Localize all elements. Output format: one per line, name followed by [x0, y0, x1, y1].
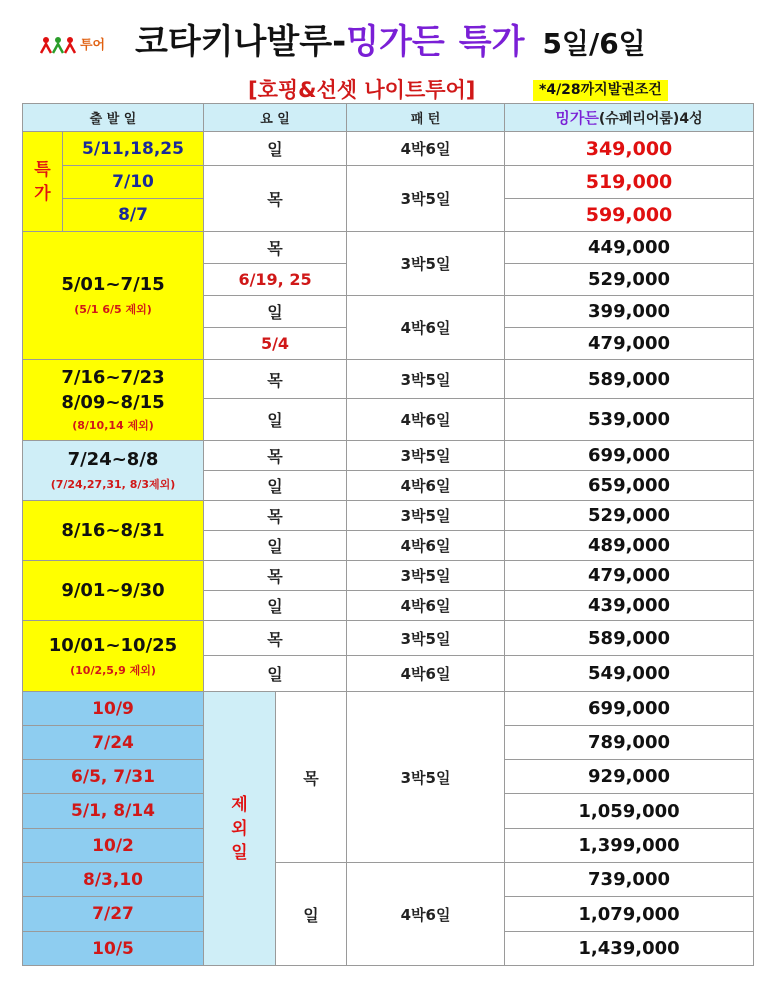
pattern-cell: 4박6일 — [347, 863, 505, 966]
weekday-cell: 5/4 — [204, 328, 347, 360]
table-row — [23, 561, 754, 591]
pattern-cell: 4박6일 — [347, 399, 505, 441]
pattern-cell: 3박5일 — [347, 360, 505, 399]
header-weekday: 요 일 — [204, 104, 347, 132]
page-title — [135, 12, 646, 72]
price-cell: 589,000 — [505, 360, 754, 399]
period-date: 5/01~7/15 — [61, 274, 165, 295]
excluded-date: 8/3,10 — [23, 863, 204, 897]
excluded-date: 6/5, 7/31 — [23, 760, 204, 794]
weekday-cell: 일 — [204, 296, 347, 328]
weekday-cell: 목 — [276, 692, 347, 863]
table-row — [23, 501, 754, 531]
period-cell — [23, 561, 204, 621]
table-row — [23, 232, 754, 264]
table-row — [23, 166, 754, 199]
header-departure: 출 발 일 — [23, 104, 204, 132]
price-cell: 1,079,000 — [505, 897, 754, 932]
weekday-cell: 목 — [204, 360, 347, 399]
special-pattern: 3박5일 — [347, 166, 505, 232]
header-hotel-name: 밍가든 — [555, 109, 599, 127]
logo-text: 투어 — [80, 38, 106, 53]
price-table — [22, 103, 754, 966]
table-row — [23, 863, 754, 897]
table-row — [23, 441, 754, 471]
header-hotel — [505, 104, 754, 132]
pattern-cell: 4박6일 — [347, 471, 505, 501]
pattern-cell: 4박6일 — [347, 656, 505, 692]
header-room-type: (슈페리어룸)4성 — [598, 111, 703, 127]
price-cell: 739,000 — [505, 863, 754, 897]
excluded-date: 7/27 — [23, 897, 204, 932]
price-cell: 1,059,000 — [505, 794, 754, 829]
table-row — [23, 621, 754, 656]
special-date: 7/10 — [63, 166, 204, 199]
pattern-cell: 3박5일 — [347, 501, 505, 531]
pattern-cell: 3박5일 — [347, 232, 505, 296]
weekday-cell: 일 — [204, 591, 347, 621]
price-cell: 699,000 — [505, 441, 754, 471]
price-cell: 439,000 — [505, 591, 754, 621]
price-cell: 699,000 — [505, 692, 754, 726]
weekday-cell: 일 — [276, 863, 347, 966]
pattern-cell: 3박5일 — [347, 621, 505, 656]
ticketing-notice: *4/28까지발권조건 — [533, 80, 668, 101]
price-cell: 1,439,000 — [505, 932, 754, 966]
period-date: 10/01~10/25 — [48, 634, 178, 656]
period-exclusion: (7/24,27,31, 8/3제외) — [50, 478, 176, 491]
header-pattern: 패 턴 — [347, 104, 505, 132]
period-exclusion: (5/1 6/5 제외) — [74, 303, 152, 316]
price-cell: 479,000 — [505, 328, 754, 360]
weekday-cell: 목 — [204, 441, 347, 471]
excluded-date: 7/24 — [23, 726, 204, 760]
price-cell: 929,000 — [505, 760, 754, 794]
excluded-days-label — [204, 692, 276, 966]
table-row — [23, 692, 754, 726]
weekday-cell: 목 — [204, 561, 347, 591]
title-destination: 코타키나발루- — [135, 22, 347, 62]
price-cell: 529,000 — [505, 264, 754, 296]
period-cell — [23, 360, 204, 441]
excluded-date: 10/5 — [23, 932, 204, 966]
table-row — [23, 132, 754, 166]
price-cell: 1,399,000 — [505, 829, 754, 863]
excluded-date: 10/2 — [23, 829, 204, 863]
table-header-row — [23, 104, 754, 132]
pattern-cell: 3박5일 — [347, 692, 505, 863]
weekday-cell: 일 — [204, 531, 347, 561]
special-day: 목 — [204, 166, 347, 232]
special-price: 599,000 — [505, 199, 754, 232]
price-cell: 489,000 — [505, 531, 754, 561]
excluded-date: 5/1, 8/14 — [23, 794, 204, 829]
special-label: 특 가 — [23, 132, 63, 232]
tour-logo — [40, 34, 110, 54]
period-cell — [23, 232, 204, 360]
special-price: 349,000 — [505, 132, 754, 166]
period-cell — [23, 621, 204, 692]
price-cell: 449,000 — [505, 232, 754, 264]
price-cell: 539,000 — [505, 399, 754, 441]
period-date: 7/16~7/23 — [61, 367, 165, 388]
special-pattern: 4박6일 — [347, 132, 505, 166]
title-hotel: 밍가든 — [346, 22, 445, 62]
period-cell — [23, 501, 204, 561]
period-date: 7/24~8/8 — [67, 449, 159, 470]
excluded-days-label-text: 제 외 일 — [231, 794, 248, 863]
price-cell: 659,000 — [505, 471, 754, 501]
period-date: 8/09~8/15 — [61, 392, 165, 413]
pattern-cell: 4박6일 — [347, 591, 505, 621]
price-cell: 399,000 — [505, 296, 754, 328]
weekday-cell: 6/19, 25 — [204, 264, 347, 296]
price-cell: 589,000 — [505, 621, 754, 656]
price-cell: 529,000 — [505, 501, 754, 531]
weekday-cell: 목 — [204, 232, 347, 264]
price-cell: 789,000 — [505, 726, 754, 760]
subtitle: [호핑&선셋 나이트투어] — [248, 78, 476, 102]
title-special: 특가 — [458, 22, 525, 62]
pattern-cell: 4박6일 — [347, 296, 505, 360]
weekday-cell: 목 — [204, 621, 347, 656]
price-cell: 549,000 — [505, 656, 754, 692]
period-exclusion: (10/2,5,9 제외) — [70, 663, 156, 677]
weekday-cell: 일 — [204, 399, 347, 441]
period-cell — [23, 441, 204, 501]
weekday-cell: 일 — [204, 656, 347, 692]
special-price: 519,000 — [505, 166, 754, 199]
special-date: 5/11,18,25 — [63, 132, 204, 166]
price-cell: 479,000 — [505, 561, 754, 591]
excluded-date: 10/9 — [23, 692, 204, 726]
weekday-cell: 일 — [204, 471, 347, 501]
people-logo-icon — [40, 36, 80, 54]
pattern-cell: 3박5일 — [347, 561, 505, 591]
pattern-cell: 4박6일 — [347, 531, 505, 561]
period-date: 8/16~8/31 — [61, 520, 165, 541]
pattern-cell: 3박5일 — [347, 441, 505, 471]
title-duration: 5일/6일 — [542, 27, 646, 60]
weekday-cell: 목 — [204, 501, 347, 531]
table-row — [23, 360, 754, 399]
special-day: 일 — [204, 132, 347, 166]
special-date: 8/7 — [63, 199, 204, 232]
period-exclusion: (8/10,14 제외) — [72, 419, 154, 432]
period-date: 9/01~9/30 — [61, 580, 165, 601]
